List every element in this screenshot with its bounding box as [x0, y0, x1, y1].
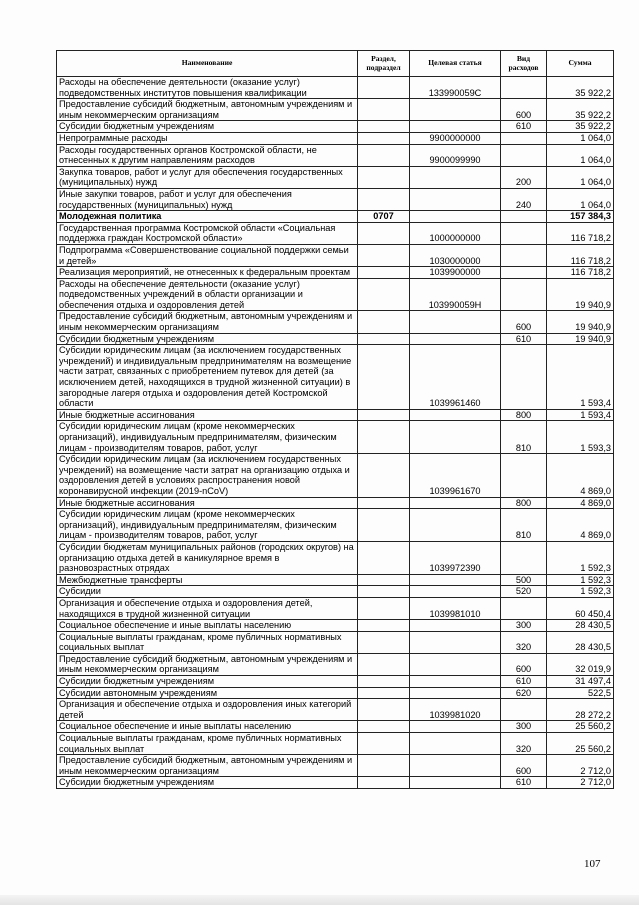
cell-section [358, 222, 410, 244]
cell-section [358, 676, 410, 688]
scan-edge [0, 895, 639, 905]
cell-name: Расходы государственных органов Костромской области, не отнесенных к другим направлениям расходов [57, 144, 358, 166]
cell-sum: 1 592,3 [547, 574, 614, 586]
cell-sum: 4 869,0 [547, 454, 614, 497]
cell-sum: 31 497,4 [547, 676, 614, 688]
table-row [57, 497, 614, 509]
cell-name: Иные бюджетные ассигнования [57, 497, 358, 509]
cell-sum: 1 592,3 [547, 586, 614, 598]
table-row [57, 311, 614, 333]
cell-sum: 28 430,5 [547, 631, 614, 653]
cell-sum: 28 272,2 [547, 699, 614, 721]
cell-target [410, 497, 501, 509]
cell-section: 0707 [358, 211, 410, 223]
cell-name: Социальное обеспечение и иные выплаты населению [57, 620, 358, 632]
cell-section [358, 721, 410, 733]
cell-kind: 520 [501, 586, 547, 598]
cell-name: Государственная программа Костромской области «Социальная поддержка граждан Костромской области» [57, 222, 358, 244]
cell-target [410, 586, 501, 598]
cell-kind [501, 77, 547, 99]
cell-sum: 1 064,0 [547, 188, 614, 210]
cell-section [358, 166, 410, 188]
table-row [57, 77, 614, 99]
cell-name: Предоставление субсидий бюджетным, автономным учреждениям и иным некоммерческим организациям [57, 653, 358, 675]
cell-section [358, 653, 410, 675]
cell-kind [501, 345, 547, 410]
cell-target [410, 676, 501, 688]
cell-sum: 2 712,0 [547, 755, 614, 777]
table-row [57, 421, 614, 454]
cell-kind [501, 244, 547, 266]
table-row [57, 574, 614, 586]
cell-section [358, 409, 410, 421]
cell-section [358, 421, 410, 454]
budget-table [56, 50, 614, 789]
cell-name: Субсидии бюджетным учреждениям [57, 777, 358, 789]
cell-target [410, 409, 501, 421]
cell-kind: 610 [501, 676, 547, 688]
cell-section [358, 244, 410, 266]
cell-name: Субсидии юридическим лицам (за исключением государственных учреждений) на возмещение части затрат на организацию отдыха и оздоровления детей в условиях распространения новой коронавирусной инфекции (2019-nCoV) [57, 454, 358, 497]
cell-target: 133990059С [410, 77, 501, 99]
cell-target [410, 311, 501, 333]
cell-name: Социальные выплаты гражданам, кроме публичных нормативных социальных выплат [57, 733, 358, 755]
cell-target [410, 755, 501, 777]
cell-name: Молодежная политика [57, 211, 358, 223]
cell-name: Организация и обеспечение отдыха и оздоровления детей, находящихся в трудной жизненной ситуации [57, 597, 358, 619]
table-row [57, 144, 614, 166]
table-row [57, 509, 614, 542]
cell-kind: 610 [501, 121, 547, 133]
cell-section [358, 77, 410, 99]
header-kind: Вид расходов [501, 51, 547, 77]
cell-kind: 800 [501, 497, 547, 509]
cell-kind: 810 [501, 421, 547, 454]
cell-kind [501, 699, 547, 721]
cell-target [410, 777, 501, 789]
table-header-row [57, 51, 614, 77]
cell-target [410, 620, 501, 632]
cell-kind [501, 222, 547, 244]
cell-name: Реализация мероприятий, не отнесенных к федеральным проектам [57, 267, 358, 279]
cell-section [358, 631, 410, 653]
table-row [57, 188, 614, 210]
cell-name: Закупка товаров, работ и услуг для обеспечения государственных (муниципальных) нужд [57, 166, 358, 188]
cell-sum: 116 718,2 [547, 267, 614, 279]
cell-target [410, 509, 501, 542]
cell-name: Субсидии юридическим лицам (кроме некоммерческих организаций), индивидуальным предпринимателям, физическим лицам - производителям товаров, работ, услуг [57, 509, 358, 542]
cell-sum: 116 718,2 [547, 222, 614, 244]
cell-target: 1030000000 [410, 244, 501, 266]
table-row [57, 586, 614, 598]
table-row [57, 278, 614, 311]
table-row [57, 166, 614, 188]
cell-section [358, 755, 410, 777]
cell-target: 103990059Н [410, 278, 501, 311]
table-row [57, 631, 614, 653]
cell-sum: 60 450,4 [547, 597, 614, 619]
cell-sum: 4 869,0 [547, 509, 614, 542]
cell-sum: 2 712,0 [547, 777, 614, 789]
cell-sum: 1 064,0 [547, 166, 614, 188]
cell-target: 1039900000 [410, 267, 501, 279]
cell-name: Межбюджетные трансферты [57, 574, 358, 586]
cell-kind [501, 132, 547, 144]
cell-target: 1039961670 [410, 454, 501, 497]
cell-target [410, 631, 501, 653]
table-row [57, 699, 614, 721]
cell-sum: 28 430,5 [547, 620, 614, 632]
header-target: Целевая статья [410, 51, 501, 77]
cell-name: Организация и обеспечение отдыха и оздоровления иных категорий детей [57, 699, 358, 721]
table-row [57, 222, 614, 244]
cell-section [358, 597, 410, 619]
cell-target [410, 733, 501, 755]
cell-section [358, 311, 410, 333]
table-row [57, 620, 614, 632]
cell-kind: 200 [501, 166, 547, 188]
cell-kind: 300 [501, 620, 547, 632]
cell-section [358, 733, 410, 755]
cell-section [358, 541, 410, 574]
table-row [57, 541, 614, 574]
cell-kind [501, 454, 547, 497]
cell-name: Субсидии бюджетным учреждениям [57, 333, 358, 345]
cell-target [410, 166, 501, 188]
cell-name: Социальные выплаты гражданам, кроме публичных нормативных социальных выплат [57, 631, 358, 653]
cell-section [358, 574, 410, 586]
cell-kind: 320 [501, 631, 547, 653]
cell-kind: 620 [501, 687, 547, 699]
table-row [57, 345, 614, 410]
cell-target [410, 687, 501, 699]
cell-target [410, 421, 501, 454]
cell-kind [501, 211, 547, 223]
cell-kind [501, 541, 547, 574]
table-row [57, 755, 614, 777]
cell-sum: 25 560,2 [547, 721, 614, 733]
cell-target: 1000000000 [410, 222, 501, 244]
cell-target [410, 211, 501, 223]
cell-sum: 1 592,3 [547, 541, 614, 574]
cell-kind: 810 [501, 509, 547, 542]
cell-name: Предоставление субсидий бюджетным, автономным учреждениям и иным некоммерческим организациям [57, 311, 358, 333]
cell-sum: 1 593,4 [547, 345, 614, 410]
cell-name: Иные бюджетные ассигнования [57, 409, 358, 421]
cell-sum: 1 064,0 [547, 132, 614, 144]
cell-section [358, 333, 410, 345]
cell-kind: 600 [501, 99, 547, 121]
cell-name: Субсидии бюджетам муниципальных районов (городских округов) на организацию отдыха детей в каникулярное время в разновозрастных отрядах [57, 541, 358, 574]
cell-name: Субсидии юридическим лицам (за исключением государственных учреждений) и индивидуальным предпринимателям на возмещение части затрат, связанных с приобретением путевок для детей (за исключением детей, находящихся в трудной жизненной ситуации) в загородные лагеря отдыха и оздоровления детей Костромской области [57, 345, 358, 410]
cell-section [358, 121, 410, 133]
table-row [57, 121, 614, 133]
table-row [57, 244, 614, 266]
table-row [57, 653, 614, 675]
cell-kind: 600 [501, 311, 547, 333]
cell-sum: 35 922,2 [547, 77, 614, 99]
cell-section [358, 687, 410, 699]
cell-sum: 157 384,3 [547, 211, 614, 223]
cell-kind [501, 267, 547, 279]
cell-name: Иные закупки товаров, работ и услуг для обеспечения государственных (муниципальных) нужд [57, 188, 358, 210]
page-number: 107 [584, 858, 601, 870]
cell-target [410, 574, 501, 586]
cell-sum: 19 940,9 [547, 333, 614, 345]
cell-sum: 4 869,0 [547, 497, 614, 509]
cell-target: 9900099990 [410, 144, 501, 166]
cell-sum: 1 064,0 [547, 144, 614, 166]
cell-section [358, 497, 410, 509]
table-body [57, 77, 614, 789]
cell-sum: 522,5 [547, 687, 614, 699]
cell-target: 9900000000 [410, 132, 501, 144]
table-row [57, 777, 614, 789]
cell-section [358, 144, 410, 166]
cell-section [358, 278, 410, 311]
cell-target: 1039972390 [410, 541, 501, 574]
cell-kind: 300 [501, 721, 547, 733]
cell-target [410, 188, 501, 210]
cell-sum: 35 922,2 [547, 121, 614, 133]
table-row [57, 99, 614, 121]
table-row [57, 409, 614, 421]
cell-section [358, 132, 410, 144]
header-section: Раздел, подраздел [358, 51, 410, 77]
cell-kind: 600 [501, 755, 547, 777]
header-sum: Сумма [547, 51, 614, 77]
cell-section [358, 345, 410, 410]
cell-name: Предоставление субсидий бюджетным, автономным учреждениям и иным некоммерческим организациям [57, 755, 358, 777]
cell-target [410, 99, 501, 121]
cell-name: Непрограммные расходы [57, 132, 358, 144]
cell-sum: 25 560,2 [547, 733, 614, 755]
cell-target: 1039961460 [410, 345, 501, 410]
cell-section [358, 509, 410, 542]
cell-section [358, 777, 410, 789]
cell-section [358, 699, 410, 721]
cell-name: Субсидии автономным учреждениям [57, 687, 358, 699]
cell-target: 1039981020 [410, 699, 501, 721]
cell-name: Социальное обеспечение и иные выплаты населению [57, 721, 358, 733]
cell-kind: 610 [501, 333, 547, 345]
cell-section [358, 620, 410, 632]
cell-name: Расходы на обеспечение деятельности (оказание услуг) подведомственных учреждений в области организации и обеспечения отдыха и оздоровления детей [57, 278, 358, 311]
cell-sum: 1 593,4 [547, 409, 614, 421]
header-name: Наименование [57, 51, 358, 77]
cell-target [410, 653, 501, 675]
cell-sum: 19 940,9 [547, 311, 614, 333]
cell-kind: 320 [501, 733, 547, 755]
table-row [57, 721, 614, 733]
table-row [57, 211, 614, 223]
cell-kind: 610 [501, 777, 547, 789]
cell-section [358, 188, 410, 210]
cell-sum: 1 593,3 [547, 421, 614, 454]
cell-kind: 600 [501, 653, 547, 675]
cell-sum: 35 922,2 [547, 99, 614, 121]
cell-name: Субсидии юридическим лицам (кроме некоммерческих организаций), индивидуальным предпринимателям, физическим лицам - производителям товаров, работ, услуг [57, 421, 358, 454]
cell-section [358, 267, 410, 279]
table-row [57, 333, 614, 345]
cell-sum: 32 019,9 [547, 653, 614, 675]
table-row [57, 676, 614, 688]
table-row [57, 454, 614, 497]
cell-kind: 800 [501, 409, 547, 421]
cell-section [358, 454, 410, 497]
cell-section [358, 99, 410, 121]
cell-kind [501, 597, 547, 619]
cell-kind: 500 [501, 574, 547, 586]
cell-target [410, 121, 501, 133]
table-row [57, 687, 614, 699]
table-row [57, 132, 614, 144]
table-row [57, 267, 614, 279]
cell-kind: 240 [501, 188, 547, 210]
table-row [57, 733, 614, 755]
cell-kind [501, 144, 547, 166]
cell-section [358, 586, 410, 598]
table-row [57, 597, 614, 619]
cell-target: 1039981010 [410, 597, 501, 619]
cell-name: Субсидии бюджетным учреждениям [57, 121, 358, 133]
cell-sum: 116 718,2 [547, 244, 614, 266]
cell-name: Предоставление субсидий бюджетным, автономным учреждениям и иным некоммерческим организациям [57, 99, 358, 121]
cell-sum: 19 940,9 [547, 278, 614, 311]
cell-name: Расходы на обеспечение деятельности (оказание услуг) подведомственных институтов повышения квалификации [57, 77, 358, 99]
cell-name: Подпрограмма «Совершенствование социальной поддержки семьи и детей» [57, 244, 358, 266]
cell-target [410, 333, 501, 345]
cell-target [410, 721, 501, 733]
cell-kind [501, 278, 547, 311]
cell-name: Субсидии бюджетным учреждениям [57, 676, 358, 688]
cell-name: Субсидии [57, 586, 358, 598]
